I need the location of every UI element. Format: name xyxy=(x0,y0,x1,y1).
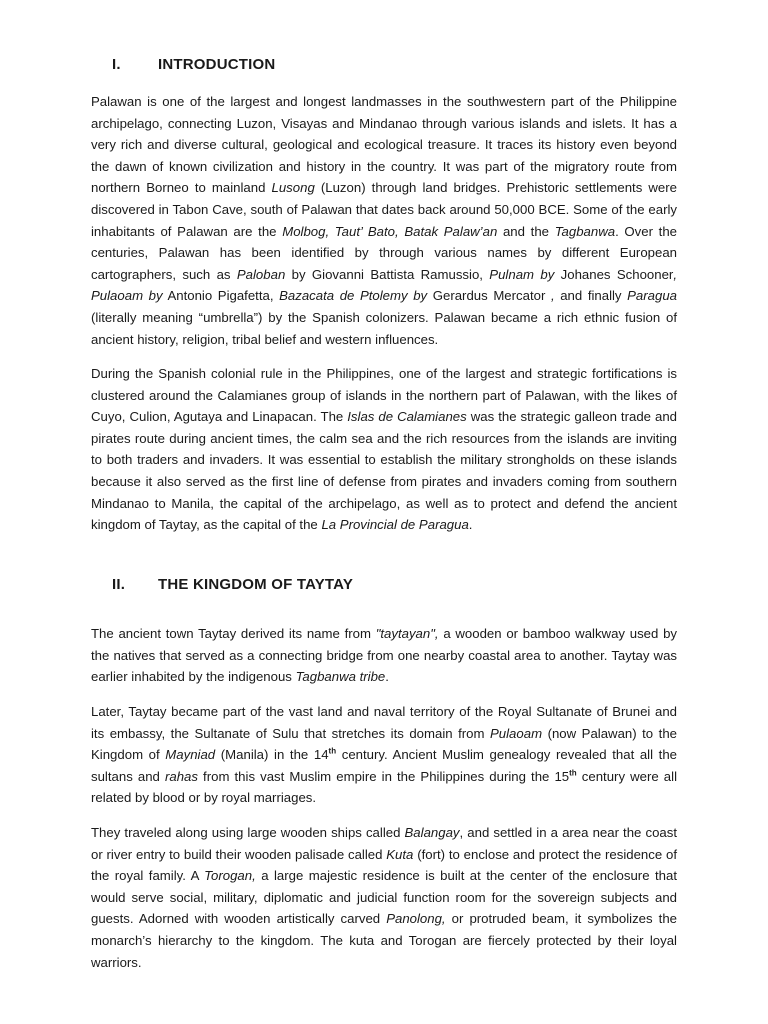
text-run: or protruded beam, it symbolizes the monarch’s hierarchy to the kingdom. The kuta and Torogan are fiercely protected by their loyal warriors. xyxy=(91,911,677,970)
text-run: and finally xyxy=(554,288,628,304)
italic-term: Mayniad xyxy=(165,747,216,763)
taytay-paragraph-1 xyxy=(91,623,677,688)
text-run: Palawan is one of the largest and longest landmasses in the southwestern part of the Philippine archipelago, connecting Luzon, Visayas and Mindanao through various islands and islets. It has a very rich and diverse cultural, geological and ecological treasure. It traces its history even beyond the dawn of known civilization and history in the country. It was part of the migratory route from northern Borneo to mainland xyxy=(91,94,677,196)
italic-term: Panolong, xyxy=(386,911,446,927)
ordinal-suffix: th xyxy=(328,746,337,756)
taytay-paragraph-2 xyxy=(91,701,677,809)
section-heading-kingdom-of-taytay xyxy=(112,576,353,593)
taytay-paragraph-3 xyxy=(91,822,677,973)
text-run: (literally meaning “umbrella”) by the Spanish colonizers. Palawan became a rich ethnic fusion of ancient history, religion, tribal belief and western influences. xyxy=(91,309,677,347)
text-run: century were all related by blood or by royal marriages. xyxy=(91,768,677,806)
italic-term: La Provincial de Paragua xyxy=(321,517,469,533)
italic-term: Paragua xyxy=(627,288,677,304)
text-run: (now Palawan) to the Kingdom of xyxy=(91,725,677,763)
italic-term: Islas de Calamianes xyxy=(347,409,467,425)
text-run: (Luzon) through land bridges. Prehistoric settlements were discovered in Tabon Cave, south of Palawan that dates back around 50,000 BCE. Some of the early inhabitants of Palawan are the xyxy=(91,180,677,239)
text-run: Gerardus Mercator xyxy=(427,288,546,304)
section-number: I. xyxy=(112,56,121,73)
text-run: . xyxy=(385,669,389,685)
text-run: (Manila) in the 14 xyxy=(215,747,329,763)
text-run: by Giovanni Battista Ramussio, xyxy=(285,266,490,282)
text-run: was the strategic galleon trade and pirates route during ancient times, the calm sea and the rich resources from the islands are inviting to both traders and invaders. It was essential to establish the military strongholds on these islands because it also served as the first line of defense from pirates and invaders coming from southern Mindanao to Manila, the capital of the archipelago, as well as to protect and defend the ancient kingdom of Taytay, as the capital of the xyxy=(91,409,678,533)
italic-term: Pulaoam xyxy=(490,725,543,741)
text-run: Johanes Schooner xyxy=(554,266,674,282)
italic-term: rahas xyxy=(164,768,198,784)
text-run: a large majestic residence is built at the center of the enclosure that would serve social, military, diplomatic and judicial function room for the sovereign subjects and guests. Adorned with wooden artistically carved xyxy=(91,868,677,927)
italic-term: , xyxy=(545,288,555,304)
text-run: century. Ancient Muslim genealogy revealed that all the sultans and xyxy=(91,747,678,784)
text-run: During the Spanish colonial rule in the Philippines, one of the largest and strategic fortifications is clustered around the Calamianes group of islands in the northern part of Palawan, with the likes of Cuyo, Culion, Agutaya and Linapacan. The xyxy=(91,366,677,425)
italic-term: Paloban xyxy=(236,266,286,282)
text-run: , and settled in a area near the coast or river entry to build their wooden palisade called xyxy=(91,825,677,862)
section-heading-introduction xyxy=(112,56,275,73)
text-run: . xyxy=(468,517,473,533)
italic-term: Tagbanwa tribe xyxy=(295,669,386,685)
italic-term: Balangay xyxy=(404,825,460,840)
italic-term: , Pulaoam by xyxy=(91,266,677,304)
text-run: Later, Taytay became part of the vast land and naval territory of the Royal Sultanate of Brunei and its embassy, the Sultanate of Sulu that stretches its domain from xyxy=(91,704,677,741)
intro-paragraph-1 xyxy=(91,91,677,350)
section-title: INTRODUCTION xyxy=(158,56,276,73)
text-run: They traveled along using large wooden ships called xyxy=(91,825,405,840)
text-run: and the xyxy=(497,223,555,239)
text-run: from this vast Muslim empire in the Philippines during the 15 xyxy=(197,768,570,784)
italic-term: Molbog, Taut’ Bato, Batak Palaw’an xyxy=(282,223,498,239)
text-run: . Over the centuries, Palawan has been identified by through various names by different European cartographers, such as xyxy=(91,223,678,282)
italic-term: "taytayan", xyxy=(375,626,439,641)
italic-term: Tagbanwa xyxy=(554,223,616,239)
text-run: The ancient town Taytay derived its name from xyxy=(91,626,376,641)
section-title: THE KINGDOM OF TAYTAY xyxy=(158,576,354,593)
ordinal-suffix: th xyxy=(569,768,577,778)
italic-term: Pulnam by xyxy=(489,266,555,282)
text-run: a wooden or bamboo walkway used by the natives that served as a connecting bridge from one nearby coastal area to another. Taytay was earlier inhabited by the indigenous xyxy=(91,626,678,685)
italic-term: Lusong xyxy=(271,180,315,196)
text-run: (fort) to enclose and protect the residence of the royal family. A xyxy=(91,846,677,884)
italic-term: Bazacata de Ptolemy by xyxy=(279,288,428,304)
italic-term: Torogan, xyxy=(204,868,256,884)
italic-term: Kuta xyxy=(386,846,414,862)
text-run: Antonio Pigafetta, xyxy=(162,288,280,304)
section-number: II. xyxy=(112,576,126,593)
intro-paragraph-2 xyxy=(91,363,677,536)
